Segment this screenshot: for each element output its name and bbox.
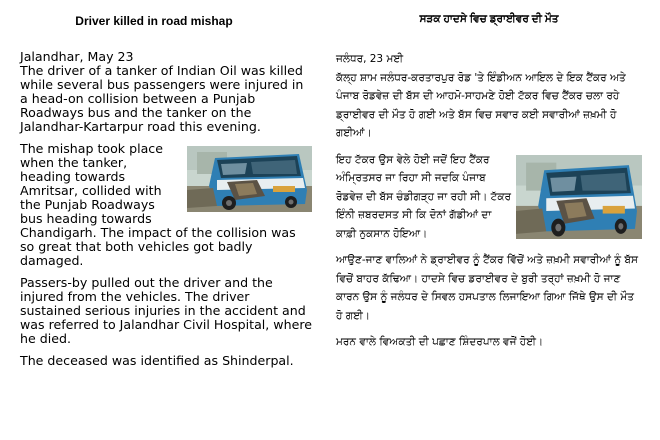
punjabi-paragraph-3: ਆਉਣ-ਜਾਣ ਵਾਲਿਆਂ ਨੇ ਡ੍ਰਾਈਵਰ ਨੂੰ ਟੈਂਕਰ ਵਿੱਚੋਂ ਅਤੇ ਜ਼ਖ਼ਮੀ ਸਵਾਰੀਆਂ ਨੂੰ ਬੱਸ ਵਿਚੋਂ ਬਾਹਰ ਕੱਢਿਆ। ਹਾਦਸੇ ਵਿਚ ਡਰਾਈਵਰ ਦੇ ਬੁਰੀ ਤਰ੍ਹਾਂ ਜ਼ਖ਼ਮੀ ਹੋ ਜਾਣ ਕਾਰਨ ਉਸ ਨੂੰ ਜਲੰਧਰ ਦੇ ਸਿਵਲ ਹਸਪਤਾਲ ਲਿਜਾਇਆ ਗਿਆ ਜਿੱਥੇ ਉਸ ਦੀ ਮੌਤ ਹੋ ਗਈ।	[336, 254, 638, 322]
english-body	[20, 50, 312, 376]
english-dateline: Jalandhar, May 23	[20, 49, 134, 64]
accident-photo	[187, 146, 312, 212]
english-headline: Driver killed in road mishap	[75, 14, 233, 28]
english-paragraph-2: The mishap took place when the tanker, heading towards Amritsar, collided with the Punjab Roadways bus heading towards Chandigarh. The impact of the collision was so great that both vehicles got badly damaged.	[20, 141, 296, 268]
punjabi-dateline: ਜਲੰਧਰ, 23 ਮਈ	[336, 53, 404, 65]
punjabi-paragraph-2: ਇਹ ਟੱਕਰ ਉਸ ਵੇਲੇ ਹੋਈ ਜਦੋਂ ਇਹ ਟੈਂਕਰ ਅੰਮ੍ਰਿਤਸਰ ਜਾ ਰਿਹਾ ਸੀ ਜਦਕਿ ਪੰਜਾਬ ਰੋਡਵੇਜ਼ ਦੀ ਬੱਸ ਚੰਡੀਗੜ੍ਹ ਜਾ ਰਹੀ ਸੀ। ਟੱਕਰ ਇੰਨੀ ਜ਼ਬਰਦਸਤ ਸੀ ਕਿ ਦੋਨਾਂ ਗੱਡੀਆਂ ਦਾ ਕਾਫ਼ੀ ਨੁਕਸਾਨ ਹੋਇਆ।	[336, 153, 512, 240]
english-paragraph-1-text: The driver of a tanker of Indian Oil was killed while several bus passengers were injured in a head-on collision between a Punjab Roadways bus and the tanker on the Jalandhar-Kartarpur road this evening.	[20, 63, 304, 134]
english-paragraph-4: The deceased was identified as Shinderpal.	[20, 353, 294, 368]
accident-photo-punjabi	[516, 155, 642, 239]
bus-wreck-image	[187, 146, 312, 212]
punjabi-paragraph-1	[336, 50, 642, 143]
punjabi-headline: ਸੜਕ ਹਾਦਸੇ ਵਿਚ ਡ੍ਰਾਈਵਰ ਦੀ ਮੌਤ	[419, 13, 559, 25]
punjabi-paragraph-4: ਮਰਨ ਵਾਲੇ ਵਿਅਕਤੀ ਦੀ ਪਛਾਣ ਸ਼ਿੰਦਰਪਾਲ ਵਜੋਂ ਹੋਈ।	[336, 336, 544, 348]
english-paragraph-3: Passers-by pulled out the driver and the injured from the vehicles. The driver sustained serious injuries in the accident and was referred to Jalandhar Civil Hospital, where he died.	[20, 275, 312, 346]
english-paragraph-1	[20, 50, 312, 134]
punjabi-body	[336, 50, 642, 360]
punjabi-paragraph-1-text: ਕੱਲ੍ਹ ਸ਼ਾਮ ਜਲੰਧਰ-ਕਰਤਾਰਪੁਰ ਰੋਡ 'ਤੇ ਇੰਡੀਅਨ ਆਇਲ ਦੇ ਇਕ ਟੈਂਕਰ ਅਤੇ ਪੰਜਾਬ ਰੋਡਵੇਜ਼ ਦੀ ਬੱਸ ਦੀ ਆਹਮੋ-ਸਾਹਮਣੇ ਹੋਈ ਟੱਕਰ ਵਿਚ ਟੈਂਕਰ ਚਲਾ ਰਹੇ ਡ੍ਰਾਈਵਰ ਦੀ ਮੌਤ ਹੋ ਗਈ ਅਤੇ ਬੱਸ ਵਿਚ ਸਵਾਰ ਕਈ ਸਵਾਰੀਆਂ ਜ਼ਖ਼ਮੀ ਹੋ ਗਈਆਂ।	[336, 71, 626, 139]
bus-wreck-image	[516, 155, 642, 239]
